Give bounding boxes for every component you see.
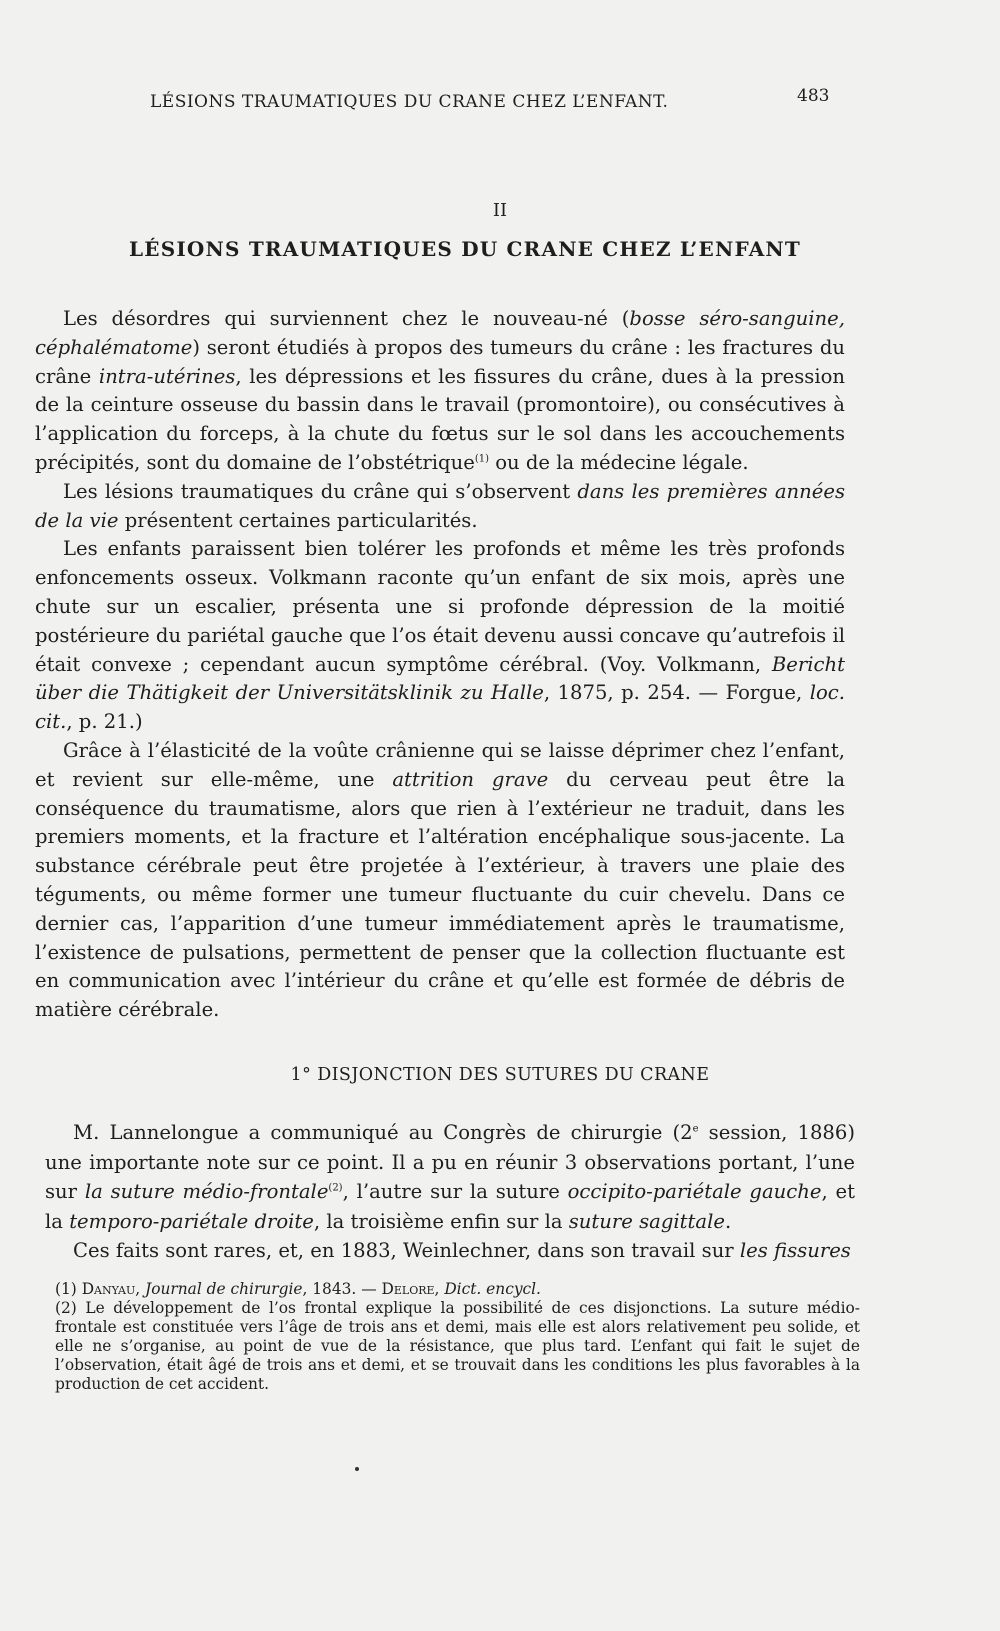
superscript: e bbox=[692, 1123, 699, 1135]
text-span: , et la bbox=[45, 1180, 855, 1233]
italic-span: les fissures bbox=[739, 1239, 851, 1262]
footnote-2 bbox=[55, 1299, 860, 1394]
text-span: Grâce à l’élasticité de la voûte crânienne qui se laisse déprimer chez l’enfant, et revient sur elle-même, une bbox=[35, 738, 845, 791]
text-span: , la troisième enfin sur la bbox=[313, 1209, 569, 1233]
text-span: Ces faits sont rares, et, en 1883, Weinlechner, dans son travail sur bbox=[73, 1239, 740, 1262]
journal-title: Journal de chirurgie bbox=[145, 1280, 303, 1298]
italic-span: attrition grave bbox=[392, 767, 549, 791]
paragraph-elasticity bbox=[35, 737, 845, 1025]
text-span: Les enfants paraissent bien tolérer les profonds et même les très profonds enfoncements osseux. Volkmann raconte qu’un enfant de six mois, après une chute sur un escalier, présenta une si profonde dépression de la moitié postérieure du pariétal gauche que l’os était devenu aussi concave qu’autrefois il était convexe ; cependant aucun symptôme cérébral. (Voy. Volkmann, bbox=[35, 537, 845, 676]
ink-dot bbox=[355, 1467, 359, 1471]
footnote-mark: (2) bbox=[55, 1299, 77, 1317]
paragraph-lannelongue bbox=[45, 1118, 855, 1236]
italic-span: occipito-pariétale gauche bbox=[567, 1180, 822, 1203]
text-span: ) seront étudiés à propos des tumeurs du crâne : les fractures du crâne bbox=[35, 335, 845, 388]
paragraph-volkmann bbox=[35, 535, 845, 737]
paragraph-first-years bbox=[35, 478, 845, 536]
text-span: M. Lannelongue a communiqué au Congrès de chirurgie (2 bbox=[73, 1121, 693, 1144]
chapter-number: II bbox=[492, 200, 508, 221]
author-name: Delore bbox=[381, 1280, 435, 1298]
text-span: , 1843. — bbox=[302, 1280, 382, 1298]
italic-span: loc. cit. bbox=[35, 681, 845, 734]
footnote-ref-2: (2) bbox=[328, 1182, 343, 1194]
chapter-title: LÉSIONS TRAUMATIQUES DU CRANE CHEZ L’ENFANT bbox=[129, 237, 801, 261]
section-text bbox=[45, 1118, 855, 1266]
text-span: du cerveau peut être la conséquence du traumatisme, alors que rien à l’extérieur ne traduit, dans les premiers moments, et la fracture et l’altération encéphalique sous-jacente. La substance cérébrale peut être projetée à l’extérieur, à travers une plaie des téguments, ou même former une tumeur fluctuante du cuir chevelu. Dans ce dernier cas, l’apparition d’une tumeur immédiatement après le traumatisme, l’existence de pulsations, permettent de penser que la collection fluctuante est en communication avec l’intérieur du crâne et qu’elle est formée de débris de matière cérébrale. bbox=[35, 767, 845, 1022]
dictionary-title: Dict. encycl. bbox=[444, 1280, 541, 1298]
text-span: , les dépressions et les fissures du crâne, dues à la pression de la ceinture osseuse du bassin dans le travail (promontoire), ou consécutives à l’application du forceps, à la chute du fœtus sur le sol dans les accouchements précipités, sont du domaine de l’obstétrique bbox=[35, 364, 846, 474]
italic-span: la suture médio-frontale bbox=[84, 1180, 329, 1203]
paragraph-newborn-lesions bbox=[35, 305, 845, 478]
text-span: Les lésions traumatiques du crâne qui s’observent bbox=[63, 479, 578, 503]
footnote-mark: (1) bbox=[55, 1280, 77, 1298]
page-number: 483 bbox=[797, 86, 830, 106]
author-name: Danyau bbox=[81, 1280, 136, 1298]
text-span: session, 1886) une importante note sur ce point. Il a pu en réunir 3 observations portant, l’une sur bbox=[45, 1121, 856, 1203]
italic-span: Bericht über die Thätigkeit der Universitätsklinik zu Halle bbox=[35, 652, 845, 705]
text-span: ou de la médecine légale. bbox=[488, 450, 749, 474]
text-span: , p. 21.) bbox=[66, 710, 143, 734]
paragraph-weinlechner bbox=[45, 1236, 855, 1266]
footnotes bbox=[55, 1280, 860, 1394]
italic-span: bosse séro-sanguine, céphalématome bbox=[35, 307, 846, 359]
text-span: , bbox=[135, 1280, 146, 1298]
footnote-1 bbox=[55, 1280, 860, 1299]
section-title: 1° DISJONCTION DES SUTURES DU CRANE bbox=[290, 1065, 710, 1085]
text-span: présentent certaines particularités. bbox=[118, 508, 478, 532]
main-text bbox=[35, 305, 845, 1025]
footnote-text: Le développement de l’os frontal explique la possibilité de ces disjonctions. La suture médio-frontale est constituée vers l’âge de trois ans et demi, mais elle est alors relativement peu solide, et elle ne s’organise, au point de vue de la résistance, que plus tard. L’enfant qui fait le sujet de l’observation, était âgé de trois ans et demi, et se trouvait dans les conditions les plus favorables à la production de cet accident. bbox=[55, 1299, 860, 1393]
italic-span: suture sagittale bbox=[568, 1209, 725, 1233]
text-span: . bbox=[724, 1209, 732, 1233]
text-span: , bbox=[434, 1280, 445, 1298]
running-head: LÉSIONS TRAUMATIQUES DU CRANE CHEZ L’ENFANT. bbox=[150, 92, 669, 112]
text-span: , 1875, p. 254. — Forgue, bbox=[543, 681, 810, 705]
text-span: Les désordres qui surviennent chez le nouveau-né ( bbox=[63, 307, 630, 330]
italic-span: temporo-pariétale droite bbox=[69, 1209, 314, 1233]
text-span: , l’autre sur la suture bbox=[342, 1180, 568, 1203]
footnote-ref-1: (1) bbox=[474, 453, 489, 465]
italic-span: intra-utérines bbox=[98, 364, 236, 388]
italic-span: dans les premières années de la vie bbox=[35, 479, 845, 532]
